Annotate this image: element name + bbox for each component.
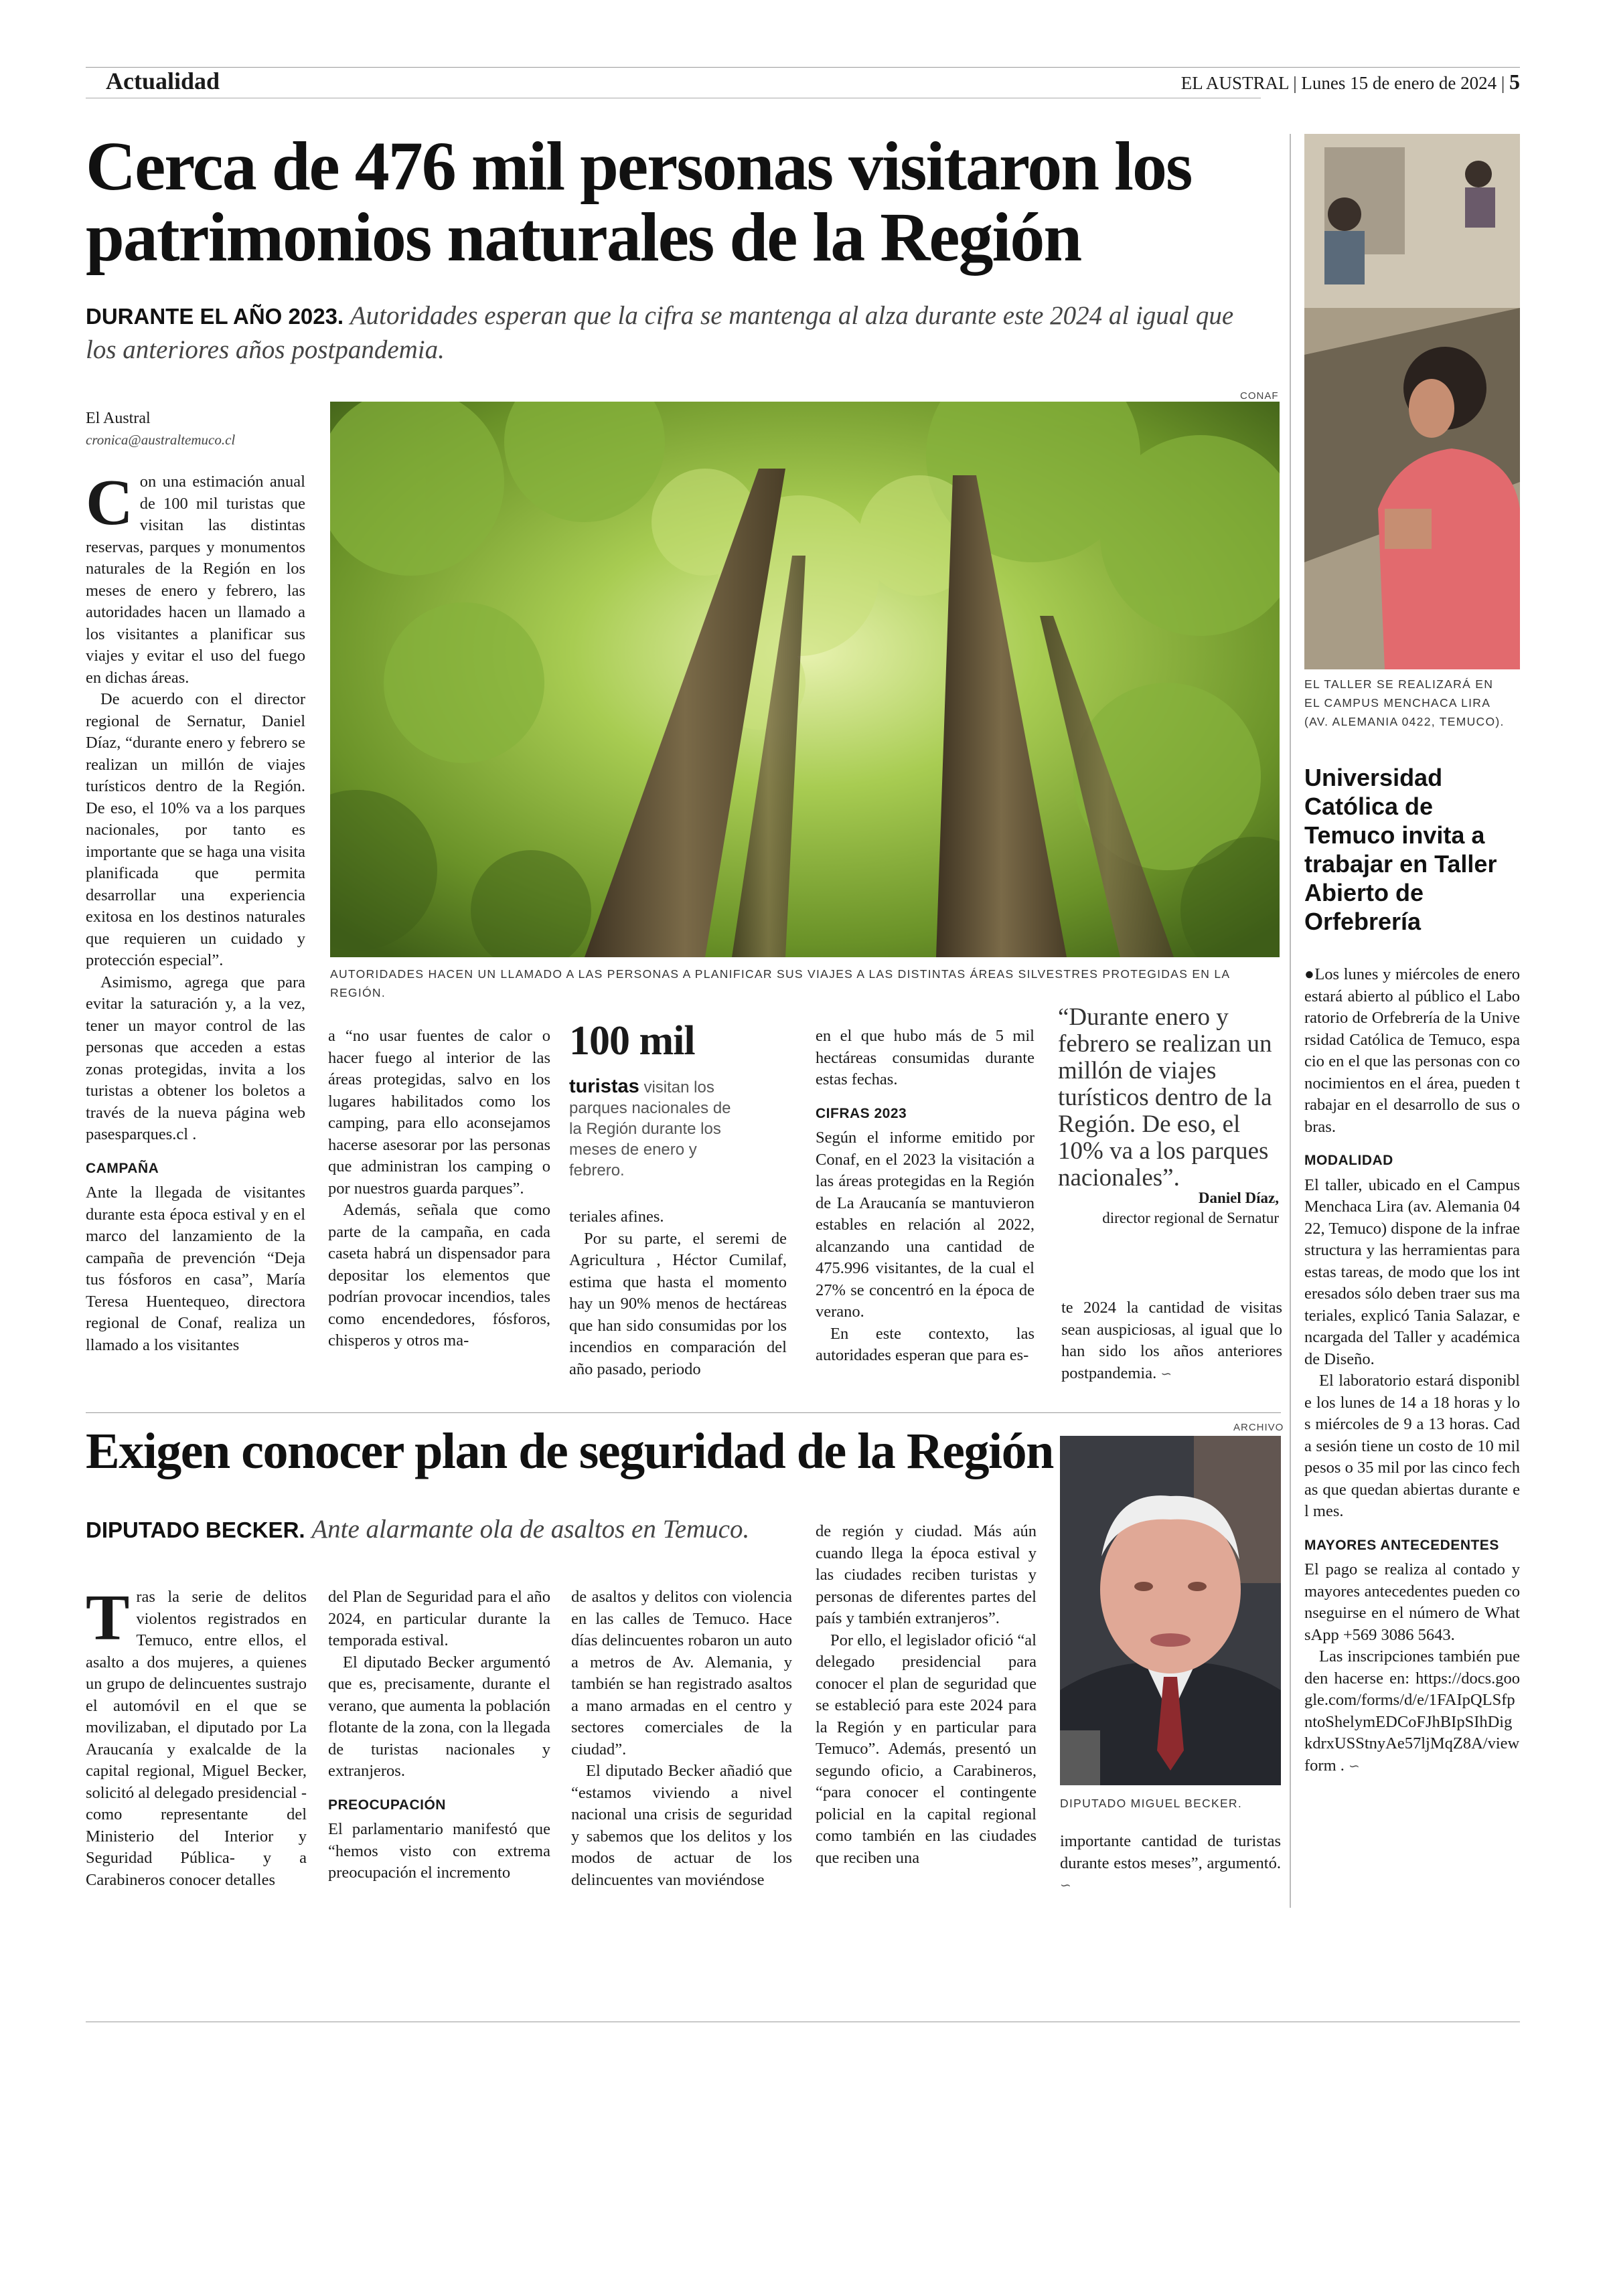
header-rule: [86, 67, 1520, 68]
issue-date: Lunes 15 de enero de 2024: [1301, 73, 1497, 93]
forest-illustration: [330, 402, 1280, 957]
end-mark-icon-3: ∽: [1349, 1758, 1360, 1774]
heading-modalidad: MODALIDAD: [1304, 1153, 1393, 1168]
main-col4-p2: Según el informe emitido por Conaf, en el 2023 la visitación a las áreas protegidas en la Región de La Araucanía se mantuvieron estables en relación al 2022, alcanzando una cantidad de 475.996 visitantes, de la cual el 27% se concentró en la época de verano.: [816, 1129, 1035, 1321]
second-col-1: [86, 1582, 307, 1891]
sidebar-p2: El taller, ubicado en el Campus Menchaca Lira (av. Alemania 0422, Temuco) dispone de la infraestructura y las herramientas para estas tareas, de modo que los interesados sólo deben traer sus materiales, explicó Tania Salazar, encargada del Taller y académica de Diseño.: [1304, 1175, 1520, 1368]
sidebar-p1: ●Los lunes y miércoles de enero estará abierto al público el Laboratorio de Orfebrería de la Universidad Católica de Temuco, espacio en el que las personas con conocimientos en el área, pueden trabajar en el desarrollo de sus obras.: [1304, 965, 1520, 1136]
dropcap: C: [86, 467, 133, 539]
second-col-3: [571, 1586, 792, 1891]
second-col-5: [1060, 1831, 1281, 1897]
heading-cifras: CIFRAS 2023: [816, 1105, 907, 1121]
sidebar-headline: Universidad Católica de Temuco invita a trabajar en Taller Abierto de Orfebrería: [1304, 764, 1497, 935]
second-col1-p1: [86, 1582, 307, 1891]
folio: EL AUSTRAL | Lunes 15 de enero de 2024 | 5: [1180, 70, 1520, 94]
main-headline: Cerca de 476 mil personas visitaron los patrimonios naturales de la Región: [86, 128, 1192, 276]
main-col-3: [569, 1206, 787, 1380]
sidebar-p5: [1304, 1646, 1520, 1777]
heading-preocupacion: PREOCUPACIÓN: [328, 1797, 446, 1813]
main-col1-p1-text: on una estimación anual de 100 mil turistas que visitan las distintas reservas, parques y monumentos naturales de la Región en los meses de enero y febrero, las autoridades hacen un llamado a los visitantes a planificar sus viajes y evitar el uso del fuego en dichas áreas.: [86, 473, 305, 687]
main-col1-p3: Asimismo, agrega que para evitar la saturación y, a la vez, tener un mayor control de las personas que acceden a estas zonas protegidas, invita a los turistas a obtener los boletos a través de la nueva página web pasesparques.cl .: [86, 973, 305, 1143]
main-col-4: [816, 1026, 1035, 1367]
second-col-4: [816, 1521, 1037, 1869]
main-col3-p1: teriales afines.: [569, 1208, 664, 1226]
main-col4-p3: En este contexto, las autoridades esperan que para es-: [816, 1324, 1035, 1364]
byline-name: El Austral: [86, 410, 151, 427]
workshop-caption: EL TALLER SE REALIZARÁ EN EL CAMPUS MENCHACA LIRA (AV. ALEMANIA 0422, TEMUCO).: [1304, 677, 1505, 728]
highlight-body: visitan los parques nacionales de la Región durante los meses de enero y febrero.: [569, 1078, 731, 1179]
second-col3-p2: El diputado Becker añadió que “estamos viviendo a nivel nacional una crisis de seguridad y sabemos que los delitos y los modos de actuar de los delincuentes van moviéndose: [571, 1762, 792, 1889]
main-kicker: DURANTE EL AÑO 2023.: [86, 304, 344, 329]
second-col-2: [328, 1586, 550, 1884]
main-col-1: [86, 467, 305, 1356]
second-col2-p3: El parlamentario manifestó que “hemos visto con extrema preocupación el incremento: [328, 1820, 550, 1882]
second-col2-p1: del Plan de Seguridad para el año 2024, en particular durante la temporada estival.: [328, 1588, 550, 1649]
second-col5-text: importante cantidad de turistas durante estos meses”, argumentó.: [1060, 1832, 1281, 1872]
highlight-text: [569, 1076, 743, 1181]
byline: [86, 410, 235, 448]
dropcap-t: T: [86, 1582, 130, 1654]
second-col4-p1: de región y ciudad. Más aún cuando llega la época estival y las ciudades reciben turistas y personas de diferentes partes del país y también extranjeros”.: [816, 1522, 1037, 1627]
archive-credit: ARCHIVO: [1233, 1422, 1284, 1433]
main-col-2: [328, 1026, 550, 1352]
pull-quote-attribution: [1071, 1188, 1279, 1228]
second-col5-p1: [1060, 1831, 1281, 1897]
photo-credit: CONAF: [1240, 390, 1279, 402]
workshop-illustration: [1304, 134, 1520, 669]
article-divider: [86, 1412, 1281, 1413]
sidebar-p4: El pago se realiza al contado y mayores antecedentes pueden conseguirse en el número de WhatsApp +569 3086 5643.: [1304, 1560, 1520, 1644]
byline-email: cronica@australtemuco.cl: [86, 432, 236, 448]
second-subhead-text: Ante alarmante ola de asaltos en Temuco.: [311, 1515, 750, 1544]
quote-role: director regional de Sernatur: [1102, 1210, 1279, 1226]
heading-campana: CAMPAÑA: [86, 1160, 159, 1176]
main-col2-p2: Además, señala que como parte de la campaña, en cada caseta habrá un dispensador para depositar los elementos que podrían provocar incendios, tales como encendedores, fósforos, chisperos y otros ma-: [328, 1201, 550, 1349]
second-col4-p2: Por ello, el legislador ofició “al delegado presidencial para conocer el plan de seguridad que se estableció para este 2024 para la Región y en particular para Temuco”. Además, presentó un segundo oficio, a Carabineros, “para conocer el contingente policial en la capital regional como también en las ciudades que reciben una: [816, 1631, 1037, 1867]
second-headline: Exigen conocer plan de seguridad de la Región: [86, 1423, 1053, 1479]
forest-photo-caption: AUTORIDADES HACEN UN LLAMADO A LAS PERSONAS A PLANIFICAR SUS VIAJES A LAS DISTINTAS ÁREAS SILVESTRES PROTEGIDAS EN LA REGIÓN.: [330, 967, 1230, 999]
main-subhead-text: Autoridades esperan que la cifra se mantenga al alza durante este 2024 al igual que los anteriores años postpandemia.: [86, 301, 1234, 364]
workshop-photo: [1304, 134, 1520, 669]
sidebar-p5-text: Las inscripciones también pueden hacerse en: https://docs.google.com/forms/d/e/1FAIpQLSfpntoShelymEDCoFJhBIpSIhDigkdrxUSStnyAe57ljMqZ8A/viewform .: [1304, 1647, 1520, 1775]
forest-photo: [330, 402, 1280, 957]
quote-author: Daniel Díaz,: [1198, 1190, 1279, 1206]
second-col1-text: ras la serie de delitos violentos registrados en Temuco, entre ellos, el asalto a dos mujeres, a quienes un grupo de delincuentes sustrajo el automóvil en el que se movilizaban, el diputado por La Araucanía y exalcalde de la capital regional, Miguel Becker, solicitó al delegado presidencial -como representante del Ministerio del Interior y Seguridad Pública- y a Carabineros conocer detalles: [86, 1588, 307, 1889]
page-number: 5: [1509, 70, 1520, 94]
second-col2-p2: El diputado Becker argumentó que es, precisamente, durante el verano, que aumenta la población flotante de la zona, con la llegada de turistas nacionales y extranjeros.: [328, 1653, 550, 1780]
paper-name: EL AUSTRAL: [1180, 73, 1289, 93]
main-col-5: [1061, 1297, 1282, 1385]
heading-antecedentes: MAYORES ANTECEDENTES: [1304, 1537, 1499, 1553]
main-subhead: [86, 299, 1264, 367]
becker-photo: [1060, 1436, 1281, 1785]
sidebar-divider: [1290, 134, 1291, 1908]
main-col1-p1: [86, 467, 305, 689]
main-col1-p2: De acuerdo con el director regional de Sernatur, Daniel Díaz, “durante enero y febrero se realizan un millón de viajes turísticos dentro de la Región. De eso, el 10% va a los parques nacionales, por tanto es importante que se haga una visita planificada que permita desarrollar una experiencia exitosa en los destinos naturales que requieren un cuidado y protección especial”.: [86, 690, 305, 969]
main-col2-p1: a “no usar fuentes de calor o hacer fuego al interior de las áreas protegidas, salvo en los lugares habilitados como los camping, para ello aconsejamos hacerse asesorar por las personas que administran los camping o por nuestros guarda parques”.: [328, 1027, 550, 1198]
end-mark-icon: ∽: [1160, 1366, 1172, 1382]
main-col1-p4: Ante la llegada de visitantes durante esta época estival y en el marco del lanzamiento de la campaña de prevención “Deja tus fósforos en casa”, María Teresa Huentequeo, directora regional de Conaf, realiza un llamado a los visitantes: [86, 1183, 305, 1354]
end-mark-icon-2: ∽: [1060, 1878, 1071, 1893]
section-label: Actualidad: [106, 68, 220, 94]
main-col5-text: te 2024 la cantidad de visitas sean auspiciosas, al igual que lo han sido los años anteriores postpandemia.: [1061, 1299, 1282, 1382]
main-col4-p1: en el que hubo más de 5 mil hectáreas consumidas durante estas fechas.: [816, 1027, 1035, 1088]
main-col3-p2: Por su parte, el seremi de Agricultura , Héctor Cumilaf, estima que hasta el momento hay un 90% menos de hectáreas que han sido consumidas por los incendios en comparación del año pasado, periodo: [569, 1229, 787, 1378]
becker-portrait: [1060, 1436, 1281, 1785]
becker-caption: DIPUTADO MIGUEL BECKER.: [1060, 1797, 1243, 1810]
pull-quote: “Durante enero y febrero se realizan un millón de viajes turísticos dentro de la Región. De eso, el 10% va a los parques nacionales”.: [1058, 1003, 1272, 1192]
second-col3-p1: de asaltos y delitos con violencia en las calles de Temuco. Hace días delincuentes robaron un auto a metros de Av. Alemania, y también se han registrado asaltos a mano armadas en el centro y sectores comerciales de la ciudad”.: [571, 1588, 792, 1758]
second-kicker: DIPUTADO BECKER.: [86, 1518, 305, 1542]
highlight-number: 100 mil: [569, 1018, 695, 1064]
sidebar-body: [1304, 964, 1520, 1777]
main-col5-p1: [1061, 1297, 1282, 1385]
sidebar-p3: El laboratorio estará disponible los lunes de 14 a 18 horas y los miércoles de 9 a 13 horas. Cada sesión tiene un costo de 10 mil pesos o 35 mil por las cinco fechas que quedan abiertas durante el mes.: [1304, 1372, 1520, 1520]
highlight-bold: turistas: [569, 1076, 639, 1097]
sidebar-p1-text: Los lunes y miércoles de enero estará abierto al público el Laboratorio de Orfebrería de la Universidad Católica de Temuco, espacio en el que las personas con conocimientos en el área, pueden trabajar en el desarrollo de sus obras.: [1304, 965, 1520, 1136]
